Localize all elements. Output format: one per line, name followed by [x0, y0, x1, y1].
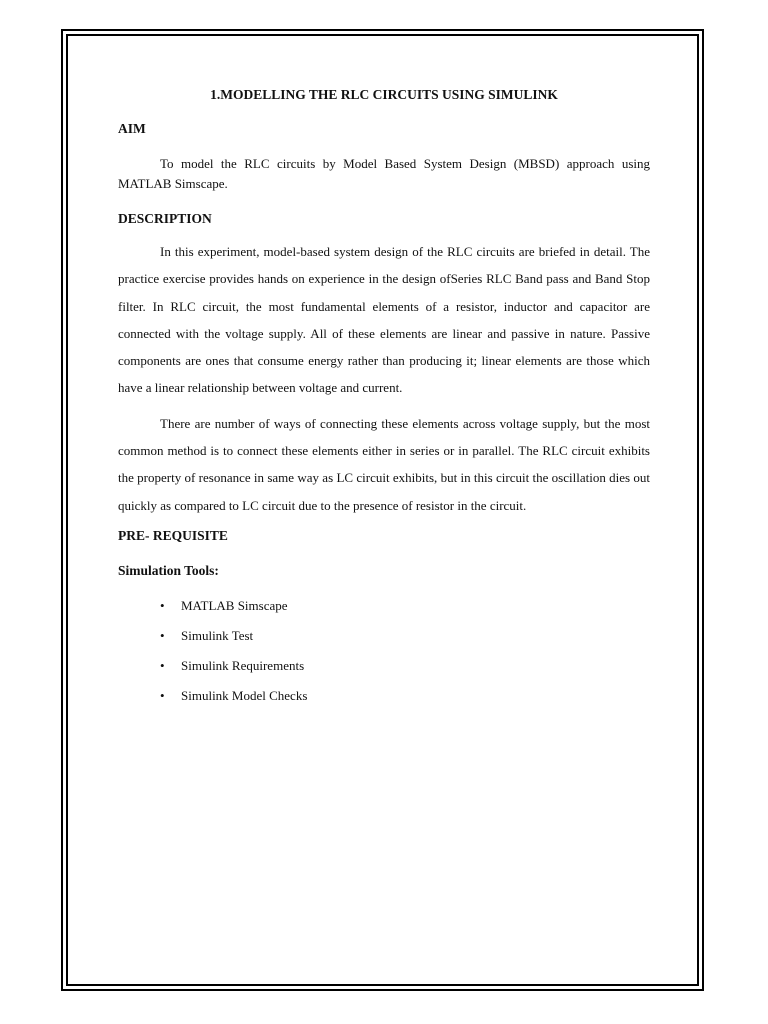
aim-paragraph: To model the RLC circuits by Model Based System Design (MBSD) approach using MATLAB Simscape.: [118, 156, 650, 191]
description-paragraph-1: In this experiment, model-based system design of the RLC circuits are briefed in detail. The practice exercise provides hands on experience in the design ofSeries RLC Band pass and Band Stop filter. In RLC circuit, the most fundamental elements of a resistor, inductor and capacitor are connected with the voltage supply. All of these elements are linear and passive in nature. Passive components are ones that consume energy rather than producing it; linear elements are those which have a linear relationship between voltage and current.: [118, 244, 650, 396]
bullet-icon: •: [160, 597, 165, 613]
list-item: [118, 657, 650, 675]
list-item: [118, 687, 650, 705]
section-heading-prerequisite: PRE- REQUISITE: [118, 527, 228, 543]
list-item: [118, 627, 650, 645]
document-body: [118, 86, 650, 717]
bullet-icon: •: [160, 627, 165, 643]
section-heading-aim: AIM: [118, 121, 146, 136]
subheading-simulation-tools: Simulation Tools:: [118, 562, 219, 578]
description-paragraph-2: There are number of ways of connecting these elements across voltage supply, but the most common method is to connect these elements either in series or in parallel. The RLC circuit exhibits the property of resonance in same way as LC circuit exhibits, but in this circuit the oscillation dies out quickly as compared to LC circuit due to the presence of resistor in the circuit.: [118, 415, 650, 513]
document-title: 1.MODELLING THE RLC CIRCUITS USING SIMULINK: [210, 87, 558, 102]
bullet-icon: •: [160, 687, 165, 703]
section-heading-description: DESCRIPTION: [118, 211, 212, 226]
bullet-icon: •: [160, 657, 165, 673]
tool-label: MATLAB Simscape: [181, 597, 288, 613]
tool-label: Simulink Requirements: [181, 657, 305, 673]
tool-label: Simulink Model Checks: [181, 687, 308, 703]
simulation-tools-list: [118, 597, 650, 705]
tool-label: Simulink Test: [181, 627, 254, 643]
list-item: [118, 597, 650, 615]
